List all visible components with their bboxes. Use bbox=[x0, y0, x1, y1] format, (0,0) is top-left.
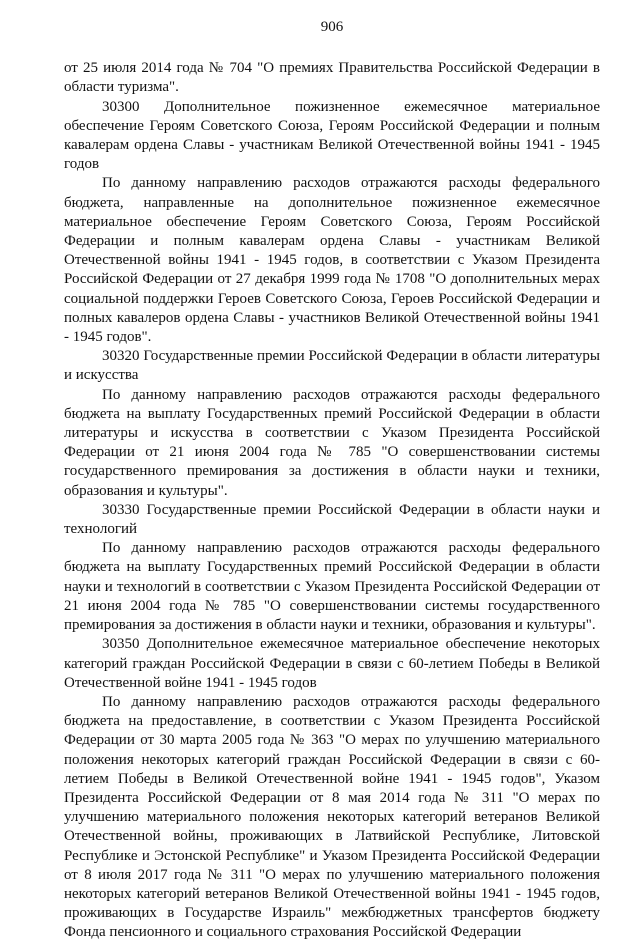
paragraph-30320-body: По данному направлению расходов отражаются расходы федерального бюджета на выплату Государственных премий Российской Федерации в области литературы и искусства в соответствии с Указом Президента Российской Федерации от 21 июня 2004 года № 785 "О совершенствовании системы государственного премирования за достижения в области науки и техники, образования и культуры". bbox=[64, 386, 600, 499]
section-heading-30350: 30350 Дополнительное ежемесячное материальное обеспечение некоторых категорий граждан Российской Федерации в связи с 60-летием Победы в Великой Отечественной войне 1941 - 1945 годов bbox=[64, 636, 600, 691]
paragraph-continuation: от 25 июля 2014 года № 704 "О премиях Правительства Российской Федерации в области туризма". bbox=[64, 60, 600, 96]
paragraph-30300-body: По данному направлению расходов отражаются расходы федерального бюджета, направленные на дополнительное пожизненное ежемесячное материальное обеспечение Героям Советского Союза, Героям Российской Федерации и полным кавалерам ордена Славы - участникам Великой Отечественной войны 1941 - 1945 годов, в соответствии с Указом Президента Российской Федерации от 27 декабря 1999 года № 1708 "О дополнительных мерах социальной поддержки Героев Советского Союза, Героев Российской Федерации и полных кавалеров ордена Славы - участников Великой Отечественной войны 1941 - 1945 годов". bbox=[64, 175, 600, 346]
section-heading-30300: 30300 Дополнительное пожизненное ежемесячное материальное обеспечение Героям Советского Союза, Героям Российской Федерации и полным кавалерам ордена Славы - участникам Великой Отечественной войны 1941 - 1945 годов bbox=[64, 98, 600, 173]
section-heading-30330: 30330 Государственные премии Российской Федерации в области науки и технологий bbox=[64, 501, 600, 538]
section-heading-30320: 30320 Государственные премии Российской Федерации в области литературы и искусства bbox=[64, 348, 600, 384]
paragraph-30350-body: По данному направлению расходов отражаются расходы федерального бюджета на предоставление, в соответствии с Указом Президента Российской Федерации от 30 марта 2005 года № 363 "О мерах по улучшению материального положения некоторых категорий граждан Российской Федерации в связи с 60-летием Победы в Великой Отечественной войне 1941 - 1945 годов", Указом Президента Российской Федерации от 8 мая 2014 года № 311 "О мерах по улучшению материального положения некоторых категорий ветеранов Великой Отечественной войны, проживающих в Латвийской Республике, Литовской Республике и Эстонской Республике" и Указом Президента Российской Федерации от 8 июля 2017 года № 311 "О мерах по улучшению материального положения некоторых категорий ветеранов Великой Отечественной войны 1941 - 1945 годов, проживающих в Государстве Израиль" межбюджетных трансфертов бюджету Фонда пенсионного и социального страхования Российской Федерации bbox=[64, 693, 600, 941]
page-number: 906 bbox=[320, 19, 344, 35]
paragraph-30330-body: По данному направлению расходов отражаются расходы федерального бюджета на выплату Государственных премий Российской Федерации в области науки и технологий в соответствии с Указом Президента Российской Федерации от 21 июня 2004 года № 785 "О совершенствовании системы государственного премирования за достижения в области науки и техники, образования и культуры". bbox=[64, 540, 600, 634]
document-page bbox=[64, 10, 600, 943]
